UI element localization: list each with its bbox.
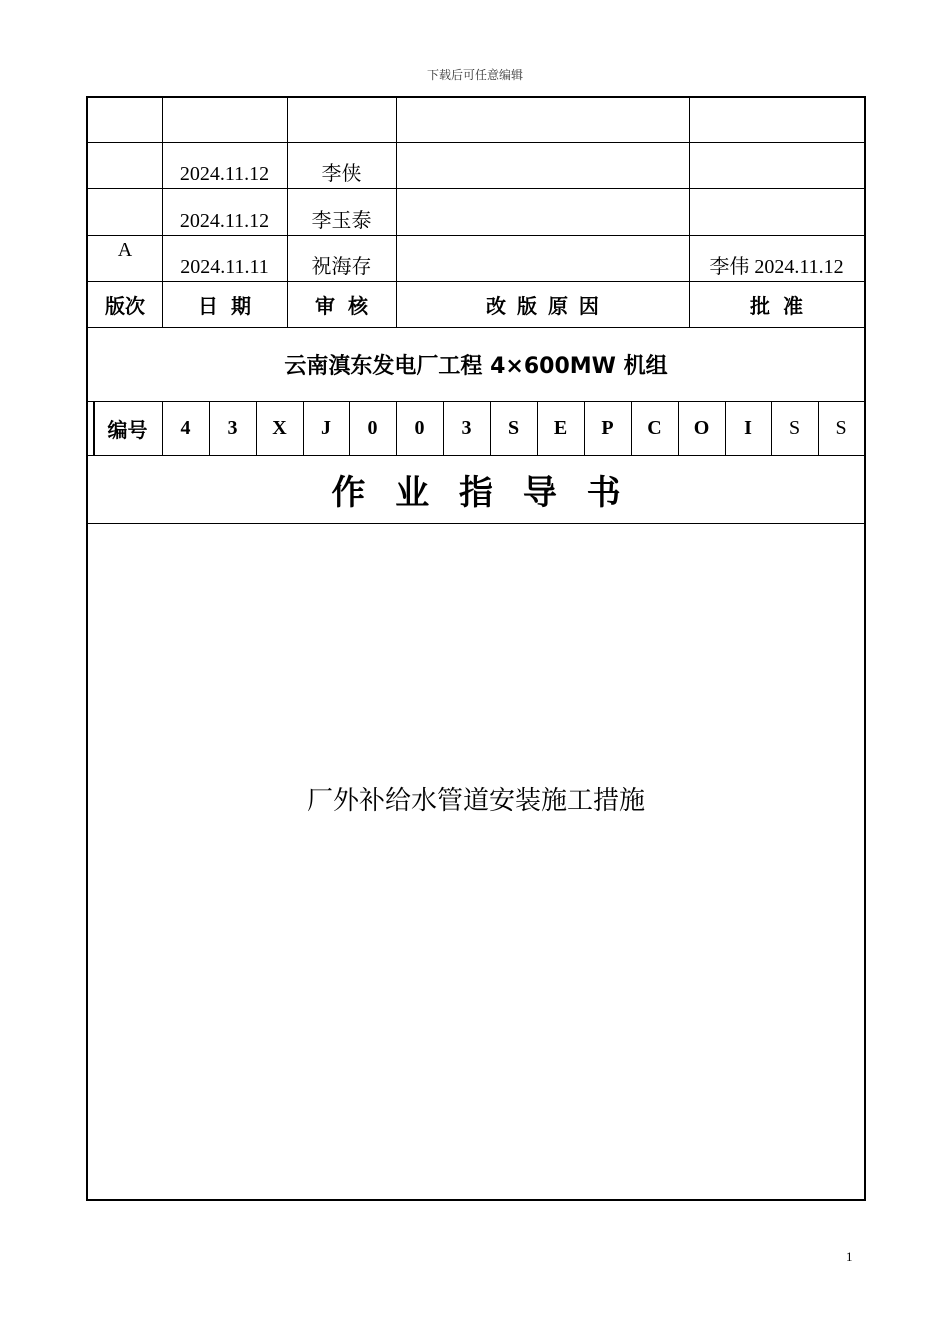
header-reviewer: 审 核 [315,293,368,318]
code-char: C [647,416,662,439]
revision-reviewer: 李玉泰 [311,208,372,232]
header-date: 日 期 [198,293,251,318]
code-char: 4 [180,416,191,439]
code-char: X [272,416,287,439]
row-divider [88,523,864,524]
code-char: S [835,416,847,439]
doc-title: 厂外补给水管道安装施工措施 [306,785,645,816]
code-char: E [553,416,568,439]
revision-date: 2024.11.12 [179,163,270,185]
header-approval: 批 准 [750,293,803,318]
code-char: 0 [367,416,378,439]
revision-reviewer: 祝海存 [311,254,372,278]
code-char: I [744,416,752,439]
code-label: 编号 [107,417,148,442]
code-char: S [507,416,520,439]
page-number: 1 [846,1249,853,1264]
document-frame [86,96,866,1201]
header-note: 下载后可任意编辑 [426,68,523,82]
header-reason: 改 版 原 因 [486,293,599,318]
revision-approval: 李伟 2024.11.12 [709,256,844,278]
code-char: 3 [461,416,472,439]
code-char: O [693,416,710,439]
code-char: P [601,416,614,439]
code-char: 0 [414,416,425,439]
header-version: 版次 [105,293,145,318]
doc-type-heading: 作 业 指 导 书 [331,472,621,513]
revision-date: 2024.11.12 [179,210,270,232]
revision-date: 2024.11.11 [180,256,269,278]
code-char: 3 [227,416,238,439]
revision-version: A [117,238,133,261]
code-char: J [321,416,331,439]
project-title: 云南滇东发电厂工程 4×600MW 机组 [284,353,668,379]
revision-reviewer: 李侠 [321,161,362,185]
code-char: S [788,416,801,439]
